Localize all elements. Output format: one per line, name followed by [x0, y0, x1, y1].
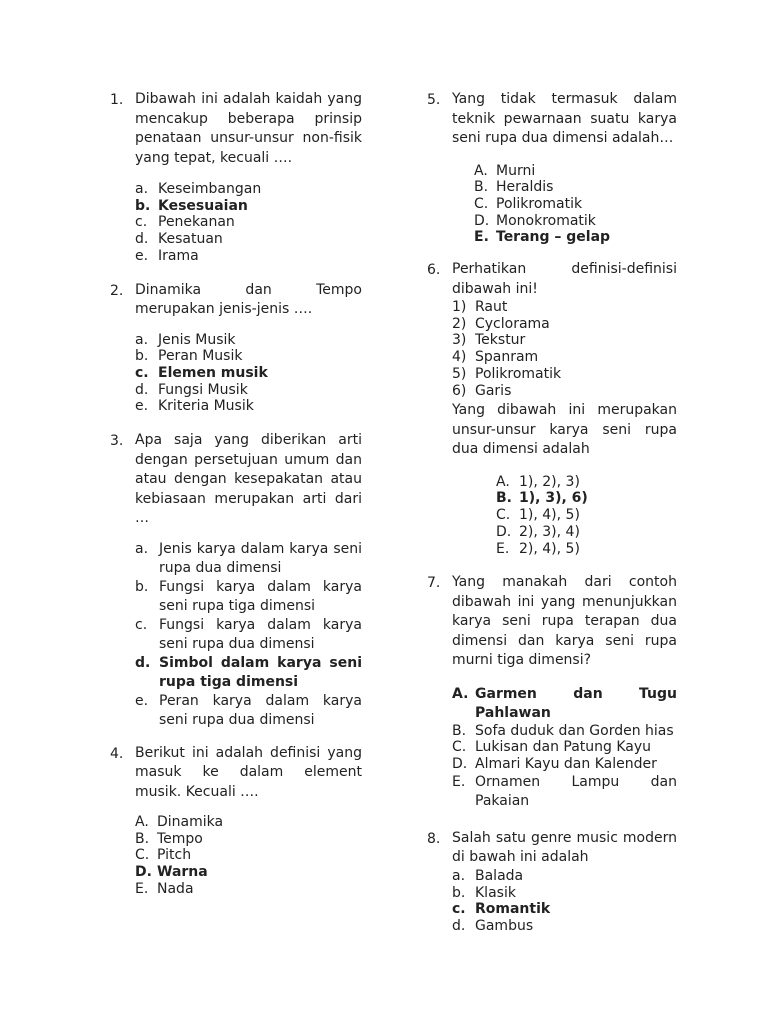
option-text: Kesatuan: [158, 231, 223, 248]
option-text: Almari Kayu dan Kalender: [475, 756, 657, 773]
option-label: d.: [135, 654, 151, 671]
option-label: D.: [474, 212, 490, 229]
answer-option: [135, 231, 362, 248]
answer-option: [135, 847, 362, 864]
item-text: Tekstur: [475, 332, 526, 349]
answer-option: [452, 885, 677, 902]
option-label: c.: [135, 616, 148, 633]
option-text: Peran karya dalam karya seni rupa dua dimensi: [159, 692, 362, 728]
option-text: Peran Musik: [158, 348, 243, 365]
question-text: Perhatikan definisi-definisi dibawah ini!: [452, 261, 677, 297]
option-label: B.: [496, 490, 512, 507]
option-text: Irama: [158, 247, 199, 264]
option-text: Lukisan dan Patung Kayu: [475, 739, 652, 756]
item-text: Raut: [475, 299, 508, 316]
option-label: D.: [496, 523, 512, 540]
option-text: 1), 2), 3): [519, 473, 580, 490]
option-text: Jenis Musik: [158, 331, 236, 348]
question-text: Berikut ini adalah definisi yang masuk ke dalam element musik. Kecuali ….: [135, 744, 362, 800]
question-3: [110, 431, 362, 730]
answer-option-correct: [135, 864, 362, 881]
option-text: Kesesuaian: [158, 197, 248, 214]
answer-option: [474, 179, 677, 196]
option-label: A.: [135, 814, 149, 831]
option-label: E.: [496, 540, 510, 557]
option-text: Penekanan: [158, 214, 235, 231]
option-label: C.: [452, 739, 467, 756]
option-text: Tempo: [157, 830, 203, 847]
question-number: 5.: [427, 92, 441, 108]
answer-option: [135, 332, 362, 349]
right-column: [427, 90, 677, 935]
list-item: [452, 316, 677, 333]
answer-option: [135, 214, 362, 231]
answer-options: [474, 163, 677, 247]
answer-option-correct: [135, 654, 362, 692]
option-text: Elemen musik: [158, 364, 268, 381]
question-text: Dinamika dan Tempo merupakan jenis-jenis ….: [135, 281, 362, 318]
answer-options: [452, 868, 677, 935]
item-label: 1): [452, 299, 467, 316]
option-text: 1), 3), 6): [519, 490, 588, 507]
option-text: Warna: [157, 864, 208, 881]
answer-option-correct: [474, 229, 677, 246]
answer-option: [135, 398, 362, 415]
option-label: B.: [135, 830, 150, 847]
question-text: Yang manakah dari contoh dibawah ini yang menunjukkan karya seni rupa terapan dua dimensi dan karya seni rupa murni tiga dimensi?: [452, 574, 677, 669]
question-4: [110, 744, 362, 898]
answer-option-correct: [135, 198, 362, 215]
answer-option: [135, 348, 362, 365]
answer-option-correct: [496, 490, 677, 507]
question-text: Apa saja yang diberikan arti dengan persetujuan umum dan atau dengan kesepakatan atau kebiasaan merupakan arti dari …: [135, 432, 362, 527]
answer-option: [452, 868, 677, 885]
answer-options: [135, 814, 362, 898]
answer-option: [452, 918, 677, 935]
question-number: 6.: [427, 262, 441, 279]
item-label: 6): [452, 382, 467, 399]
option-text: Sofa duduk dan Gorden hias: [475, 722, 674, 739]
option-label: A.: [496, 473, 510, 490]
answer-option-correct: [135, 365, 362, 382]
answer-option: [135, 692, 362, 730]
option-text: Keseimbangan: [158, 181, 262, 197]
list-item: [452, 332, 677, 349]
option-text: Polikromatik: [496, 195, 583, 212]
answer-option: [135, 881, 362, 898]
option-label: B.: [452, 722, 467, 739]
answer-option: [135, 540, 362, 578]
option-label: a.: [135, 331, 149, 348]
option-label: E.: [135, 880, 149, 897]
list-item: [452, 299, 677, 316]
question-number: 1.: [110, 92, 124, 108]
answer-option: [135, 578, 362, 616]
item-text: Spanram: [475, 349, 539, 366]
answer-options: [135, 332, 362, 416]
item-label: 5): [452, 365, 467, 382]
option-text: Terang – gelap: [496, 229, 611, 246]
item-text: Cyclorama: [475, 315, 550, 332]
option-text: 2), 3), 4): [519, 523, 580, 540]
answer-option: [496, 507, 677, 524]
question-text: Salah satu genre music modern di bawah ini adalah: [452, 829, 677, 866]
option-label: a.: [452, 867, 466, 884]
option-text: Gambus: [475, 917, 534, 934]
answer-option-correct: [452, 685, 677, 723]
option-text: Ornamen Lampu dan Pakaian: [475, 773, 677, 809]
question-text: Yang tidak termasuk dalam teknik pewarnaan suatu karya seni rupa dua dimensi adalah…: [452, 91, 677, 146]
option-label: b.: [135, 348, 149, 365]
question-text: Dibawah ini adalah kaidah yang mencakup beberapa prinsip penataan unsur-unsur non-fisik yang tepat, kecuali ….: [135, 91, 362, 166]
question-number: 3.: [110, 433, 124, 450]
option-label: b.: [135, 578, 149, 595]
answer-option: [496, 541, 677, 558]
answer-option: [135, 814, 362, 831]
option-label: e.: [135, 247, 149, 264]
option-text: 2), 4), 5): [519, 540, 580, 557]
question-number: 4.: [110, 745, 124, 762]
option-label: b.: [135, 197, 151, 214]
option-text: Balada: [475, 867, 524, 884]
option-text: Murni: [496, 162, 536, 179]
option-text: Jenis karya dalam karya seni rupa dua dimensi: [159, 540, 362, 576]
answer-option: [452, 773, 677, 811]
question-5: [427, 90, 677, 246]
option-text: Fungsi Musik: [158, 381, 248, 398]
answer-option: [474, 163, 677, 180]
option-label: d.: [135, 231, 149, 248]
numbered-list: [452, 299, 677, 399]
option-text: Heraldis: [496, 179, 554, 196]
answer-options: [135, 181, 362, 265]
option-label: b.: [452, 884, 466, 901]
answer-option: [452, 756, 677, 773]
option-text: Klasik: [475, 884, 516, 901]
left-column: [110, 90, 362, 898]
option-text: Dinamika: [157, 814, 224, 831]
option-label: C.: [496, 507, 511, 524]
question-8: [427, 829, 677, 935]
option-label: C.: [135, 847, 150, 864]
answer-option: [474, 213, 677, 230]
answer-option: [135, 248, 362, 265]
option-text: Fungsi karya dalam karya seni rupa dua dimensi: [159, 616, 362, 652]
option-label: c.: [135, 364, 149, 381]
answer-option: [135, 382, 362, 399]
option-text: 1), 4), 5): [519, 507, 580, 524]
option-text: Fungsi karya dalam karya seni rupa tiga dimensi: [159, 578, 362, 614]
option-label: D.: [135, 864, 152, 881]
option-text: Kriteria Musik: [158, 398, 254, 415]
question-6: [427, 260, 677, 557]
option-text: Nada: [157, 880, 194, 897]
question-7: [427, 573, 677, 811]
item-text: Polikromatik: [475, 365, 562, 382]
list-item: [452, 349, 677, 366]
option-label: d.: [135, 381, 149, 398]
question-number: 7.: [427, 575, 441, 592]
list-item: [452, 366, 677, 383]
option-text: Pitch: [157, 847, 192, 864]
option-label: d.: [452, 917, 466, 934]
question-number: 2.: [110, 282, 124, 299]
option-label: B.: [474, 179, 489, 196]
option-label: A.: [452, 685, 469, 702]
item-text: Garis: [475, 382, 512, 399]
answer-option: [452, 739, 677, 756]
answer-option: [452, 723, 677, 740]
option-text: Simbol dalam karya seni rupa tiga dimensi: [159, 654, 362, 690]
option-label: E.: [474, 229, 489, 246]
option-text: Garmen dan Tugu Pahlawan: [475, 685, 677, 721]
answer-option-correct: [452, 901, 677, 918]
item-label: 3): [452, 332, 467, 349]
answer-options: [452, 685, 677, 811]
option-label: a.: [135, 181, 149, 197]
option-label: c.: [135, 214, 148, 231]
option-label: c.: [452, 901, 466, 918]
option-label: D.: [452, 756, 468, 773]
answer-option: [135, 831, 362, 848]
option-label: e.: [135, 398, 149, 415]
question-number: 8.: [427, 830, 441, 847]
answer-option: [496, 524, 677, 541]
item-label: 2): [452, 315, 467, 332]
option-label: e.: [135, 692, 149, 709]
answer-option: [135, 616, 362, 654]
question-2: [110, 281, 362, 416]
answer-option: [496, 474, 677, 491]
option-text: Romantik: [475, 901, 551, 918]
option-label: a.: [135, 540, 149, 557]
question-followup-text: Yang dibawah ini merupakan unsur-unsur karya seni rupa dua dimensi adalah: [452, 402, 677, 458]
option-text: Monokromatik: [496, 212, 596, 229]
answer-options: [135, 540, 362, 730]
option-label: A.: [474, 162, 488, 179]
item-label: 4): [452, 349, 467, 366]
option-label: E.: [452, 773, 466, 790]
option-label: C.: [474, 195, 489, 212]
answer-option: [474, 196, 677, 213]
answer-options: [496, 474, 677, 558]
answer-option: [135, 181, 362, 198]
list-item: [452, 383, 677, 400]
question-1: [110, 90, 362, 265]
